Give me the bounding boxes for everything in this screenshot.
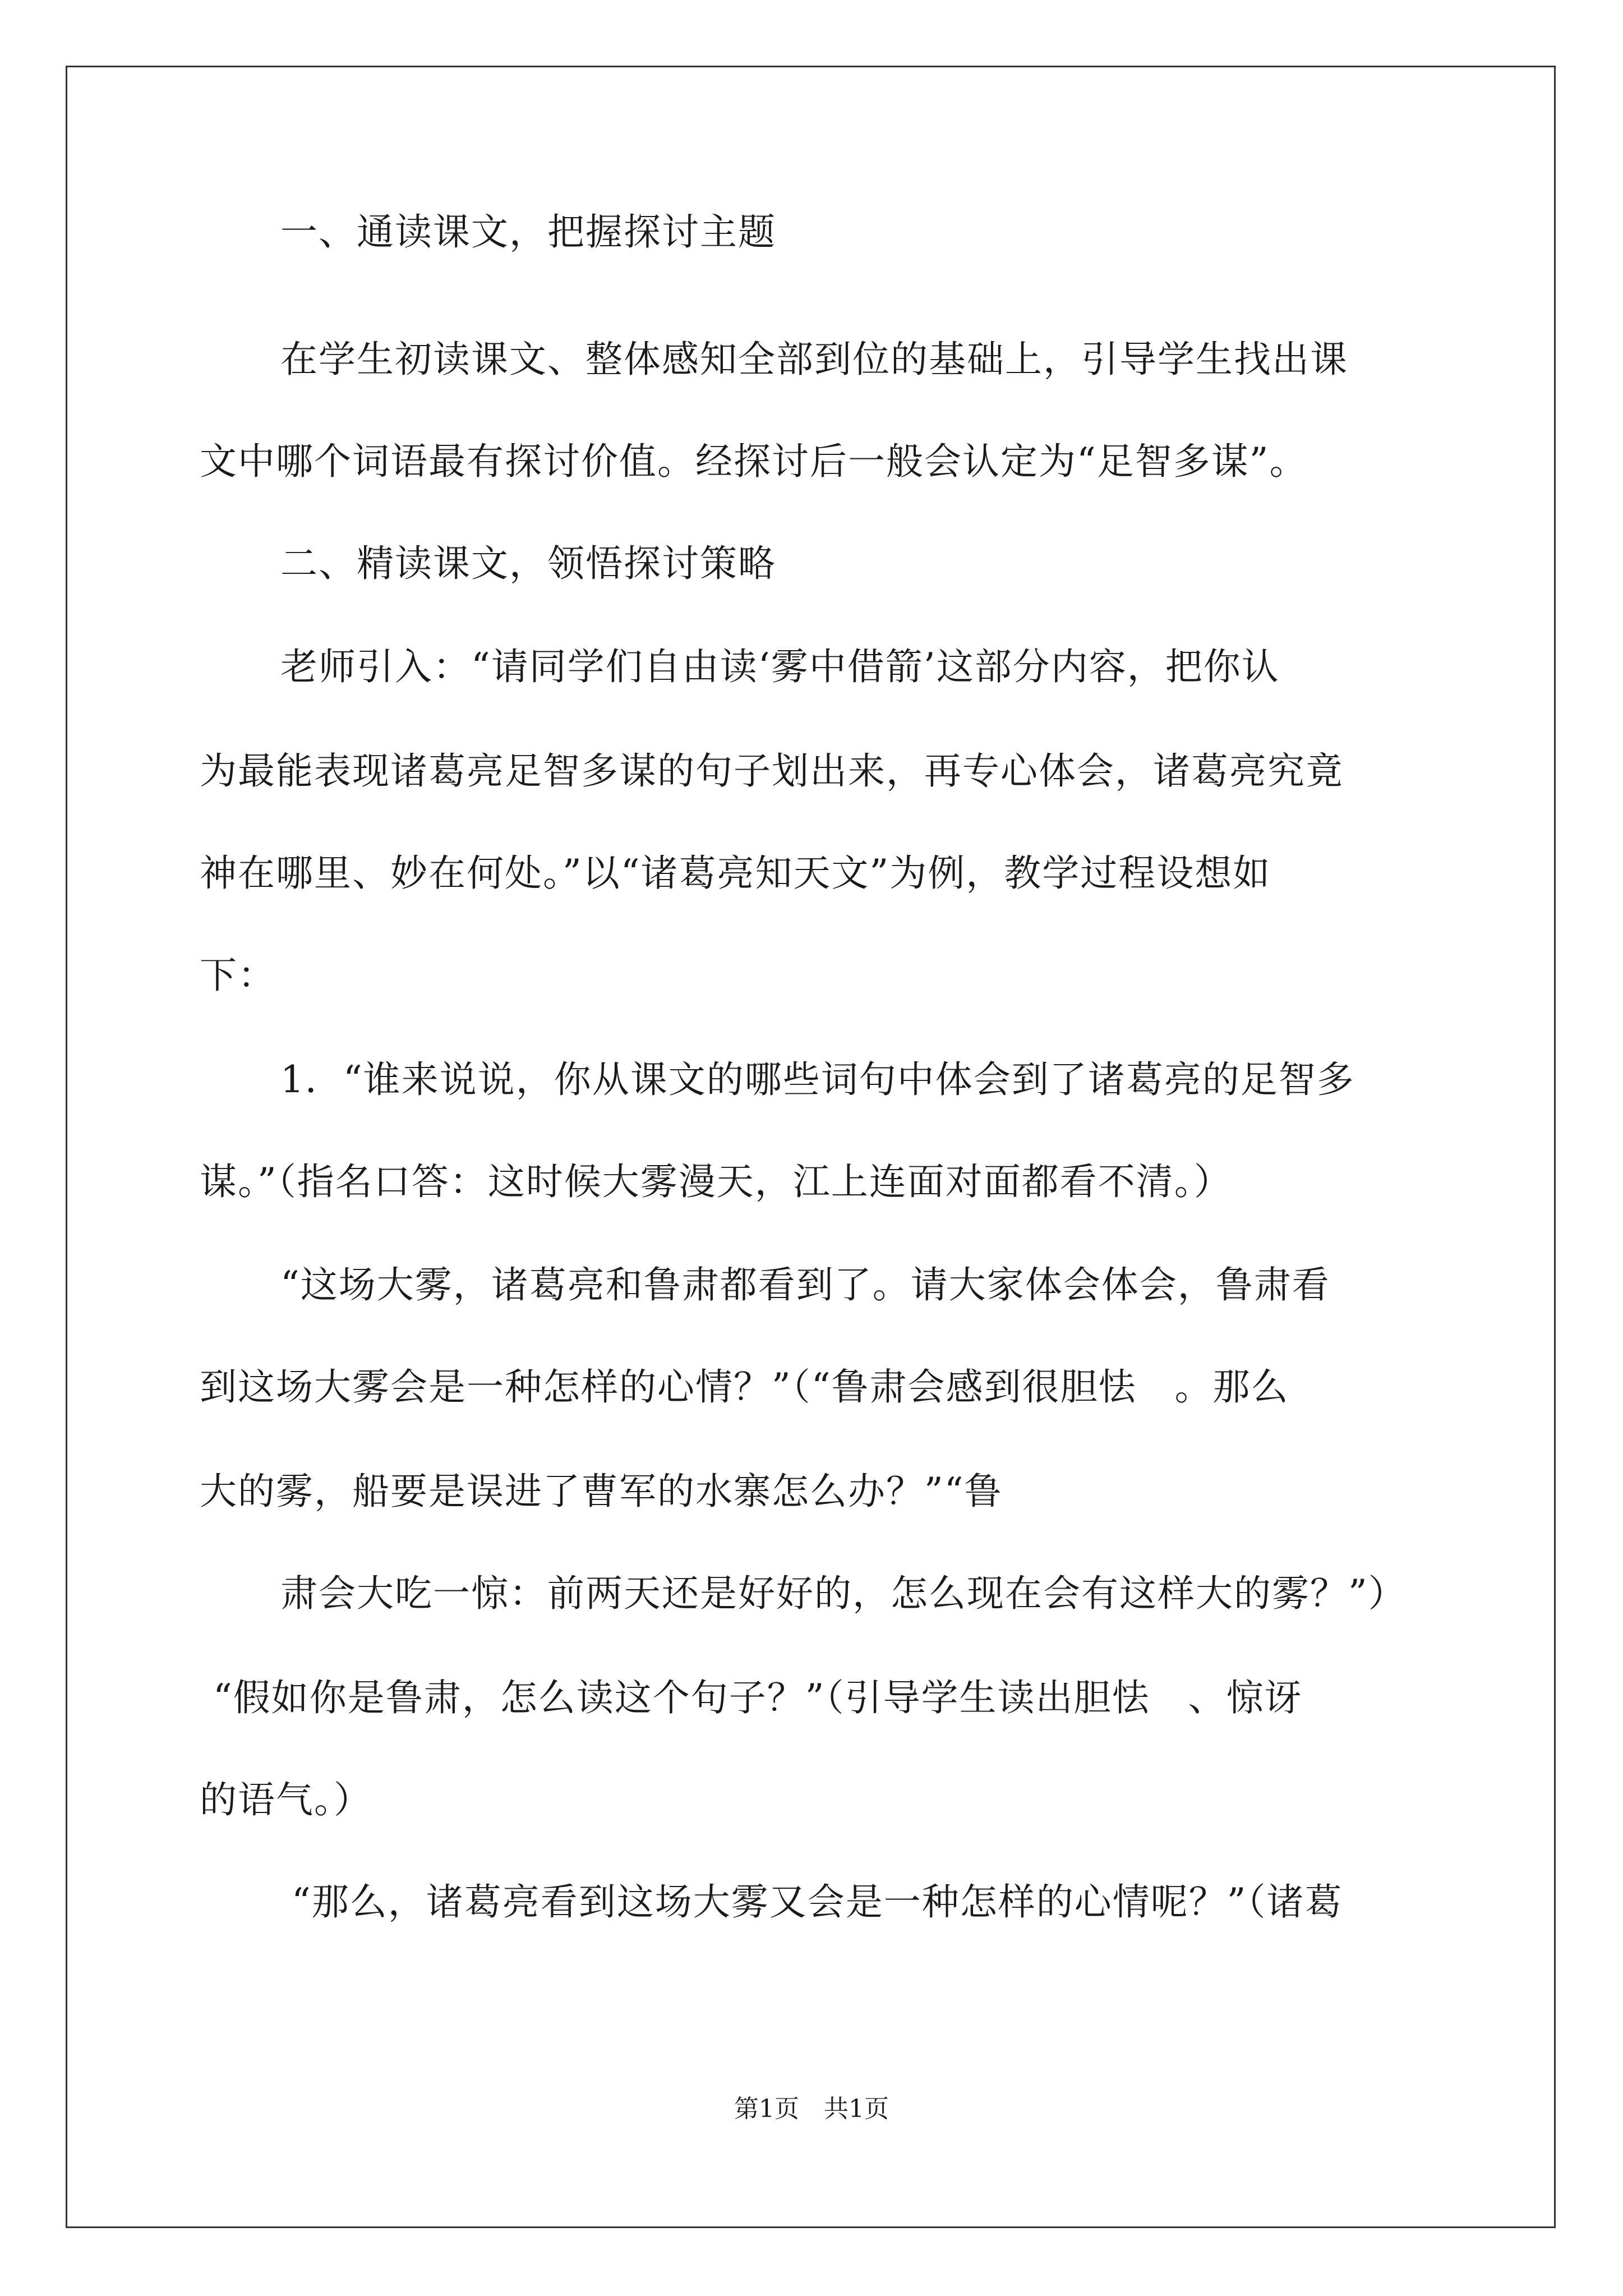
paragraph-line: 1．“谁来说说，你从课文的哪些词句中体会到了诸葛亮的足智多	[280, 1058, 1355, 1101]
paragraph-line: 到这场大雾会是一种怎样的心情？”（“鲁肃会感到很胆怯 。那么	[200, 1365, 1289, 1409]
section-heading-1: 一、通读课文，把握探讨主题	[280, 210, 776, 254]
paragraph-line: 老师引入：“请同学们自由读‘雾中借箭’这部分内容，把你认	[280, 645, 1280, 688]
paragraph-line: 在学生初读课文、整体感知全部到位的基础上，引导学生找出课	[280, 338, 1348, 381]
paragraph-line: 谋。”（指名口答：这时候大雾漫天，江上连面对面都看不清。）	[200, 1160, 1232, 1203]
paragraph-line: 为最能表现诸葛亮足智多谋的句子划出来，再专心体会，诸葛亮究竟	[200, 749, 1344, 793]
section-heading-2: 二、精读课文，领悟探讨策略	[280, 542, 776, 585]
paragraph-line: 文中哪个词语最有探讨价值。经探讨后一般会认定为“足智多谋”。	[200, 440, 1308, 483]
paragraph-line: 下：	[200, 954, 276, 997]
paragraph-line: 的语气。）	[200, 1778, 372, 1821]
paragraph-line: “那么，诸葛亮看到这场大雾又会是一种怎样的心情呢？”（诸葛	[292, 1880, 1343, 1924]
page-footer: 第1页 共1页	[734, 2095, 889, 2123]
paragraph-line: “假如你是鲁肃，怎么读这个句子？”（引导学生读出胆怯 、惊讶	[213, 1676, 1303, 1719]
paragraph-line: 神在哪里、妙在何处。”以“诸葛亮知天文”为例，教学过程设想如	[200, 852, 1271, 895]
paragraph-line: “这场大雾，诸葛亮和鲁肃都看到了。请大家体会体会，鲁肃看	[280, 1263, 1330, 1306]
paragraph-line: 肃会大吃一惊：前两天还是好好的，怎么现在会有这样大的雾？”）	[280, 1572, 1407, 1615]
paragraph-line: 大的雾，船要是误进了曹军的水寨怎么办？”“鲁	[200, 1470, 1003, 1513]
